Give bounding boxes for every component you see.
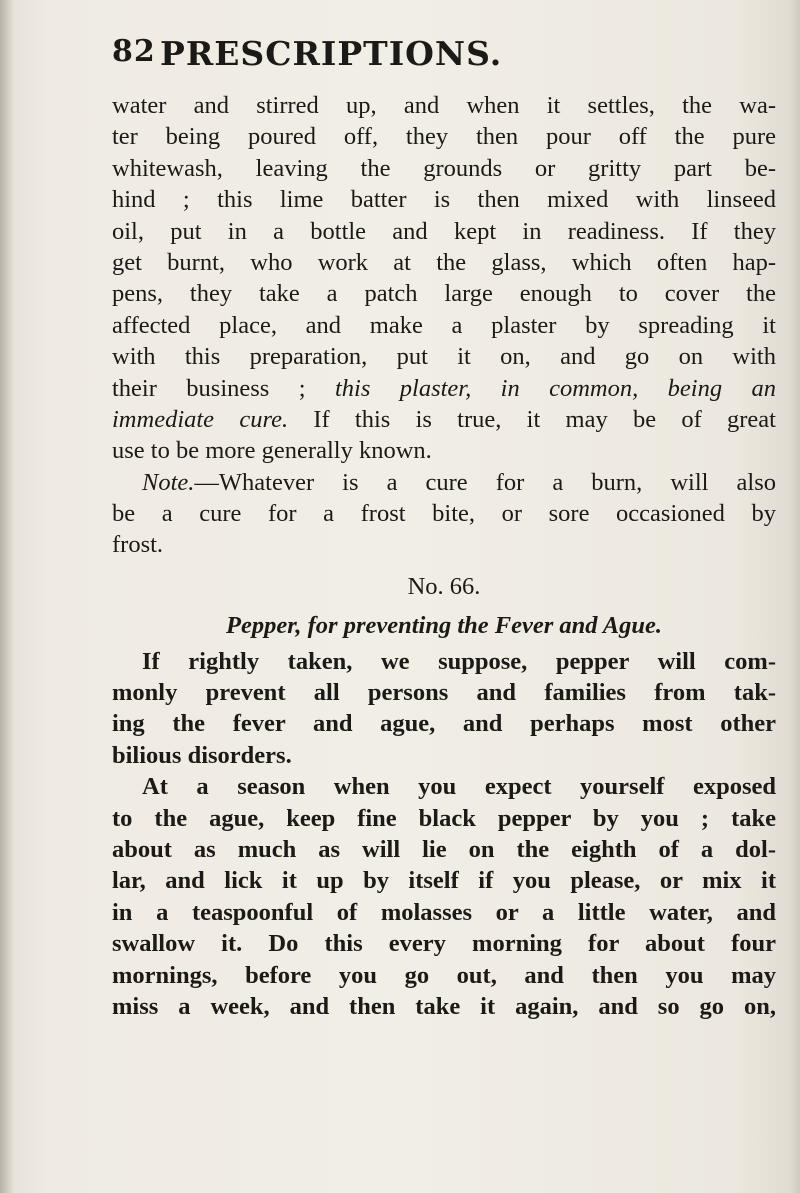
text-line: bilious disorders. [112,741,292,769]
running-title: PRESCRIPTIONS. [160,34,503,73]
text-line: oil, put in a bottle and kept in readiness. If they [112,217,776,245]
page-edge-shadow [790,0,800,1193]
text-line: At a season when you expect yourself exposed [142,773,776,801]
text-line: hind ; this lime batter is then mixed with linseed [112,186,776,214]
text-line: to the ague, keep fine black pepper by you ; take [112,804,776,832]
text-line: whitewash, leaving the grounds or gritty part be- [112,154,776,182]
text-line [112,373,776,404]
text-segment: If this is true, it may be of great [288,405,776,433]
text-line: lar, and lick it up by itself if you please, or mix it [112,867,776,895]
text-line [112,404,776,435]
paragraph [112,646,776,1023]
text-line: get burnt, who work at the glass, which often hap- [112,248,776,276]
text-line: about as much as will lie on the eighth of a dol- [112,835,776,863]
page-gutter-shadow [0,0,14,1193]
page-header [112,28,772,78]
text-line: ing the fever and ague, and perhaps most other [112,710,776,738]
italic-text-segment: this plaster, in common, being an [334,374,776,402]
text-line: miss a week, and then take it again, and so go on, [112,992,776,1020]
note-line [112,467,776,498]
text-line: monly prevent all persons and families from tak- [112,679,776,707]
text-segment: their business ; [112,374,335,402]
text-line: mornings, before you go out, and then you may [112,961,776,989]
text-line: with this preparation, put it on, and go on with [112,343,776,371]
text-line: in a teaspoonful of molasses or a little water, and [112,898,776,926]
text-line: affected place, and make a plaster by spreading it [112,311,776,339]
page-number: 82 [112,34,156,69]
text-line: water and stirred up, and when it settles, the wa- [112,92,776,119]
text-line: pens, they take a patch large enough to cover the [112,280,776,308]
text-line: use to be more generally known. [112,437,432,465]
note-label: Note. [142,468,195,496]
section-title: Pepper, for preventing the Fever and Ague. [226,612,662,640]
text-line: swallow it. Do this every morning for about four [112,930,776,958]
note-line: frost. [112,531,164,559]
text-line: If rightly taken, we suppose, pepper will com- [142,647,776,675]
note-line: be a cure for a frost bite, or sore occasioned by [112,500,776,528]
text-line: ter being poured off, they then pour off the pure [112,123,776,151]
text-segment: —Whatever is a cure for a burn, will also [194,468,776,496]
page-body [112,90,776,1022]
section-number: No. 66. [407,572,481,600]
italic-text-segment: immediate cure. [112,405,289,433]
